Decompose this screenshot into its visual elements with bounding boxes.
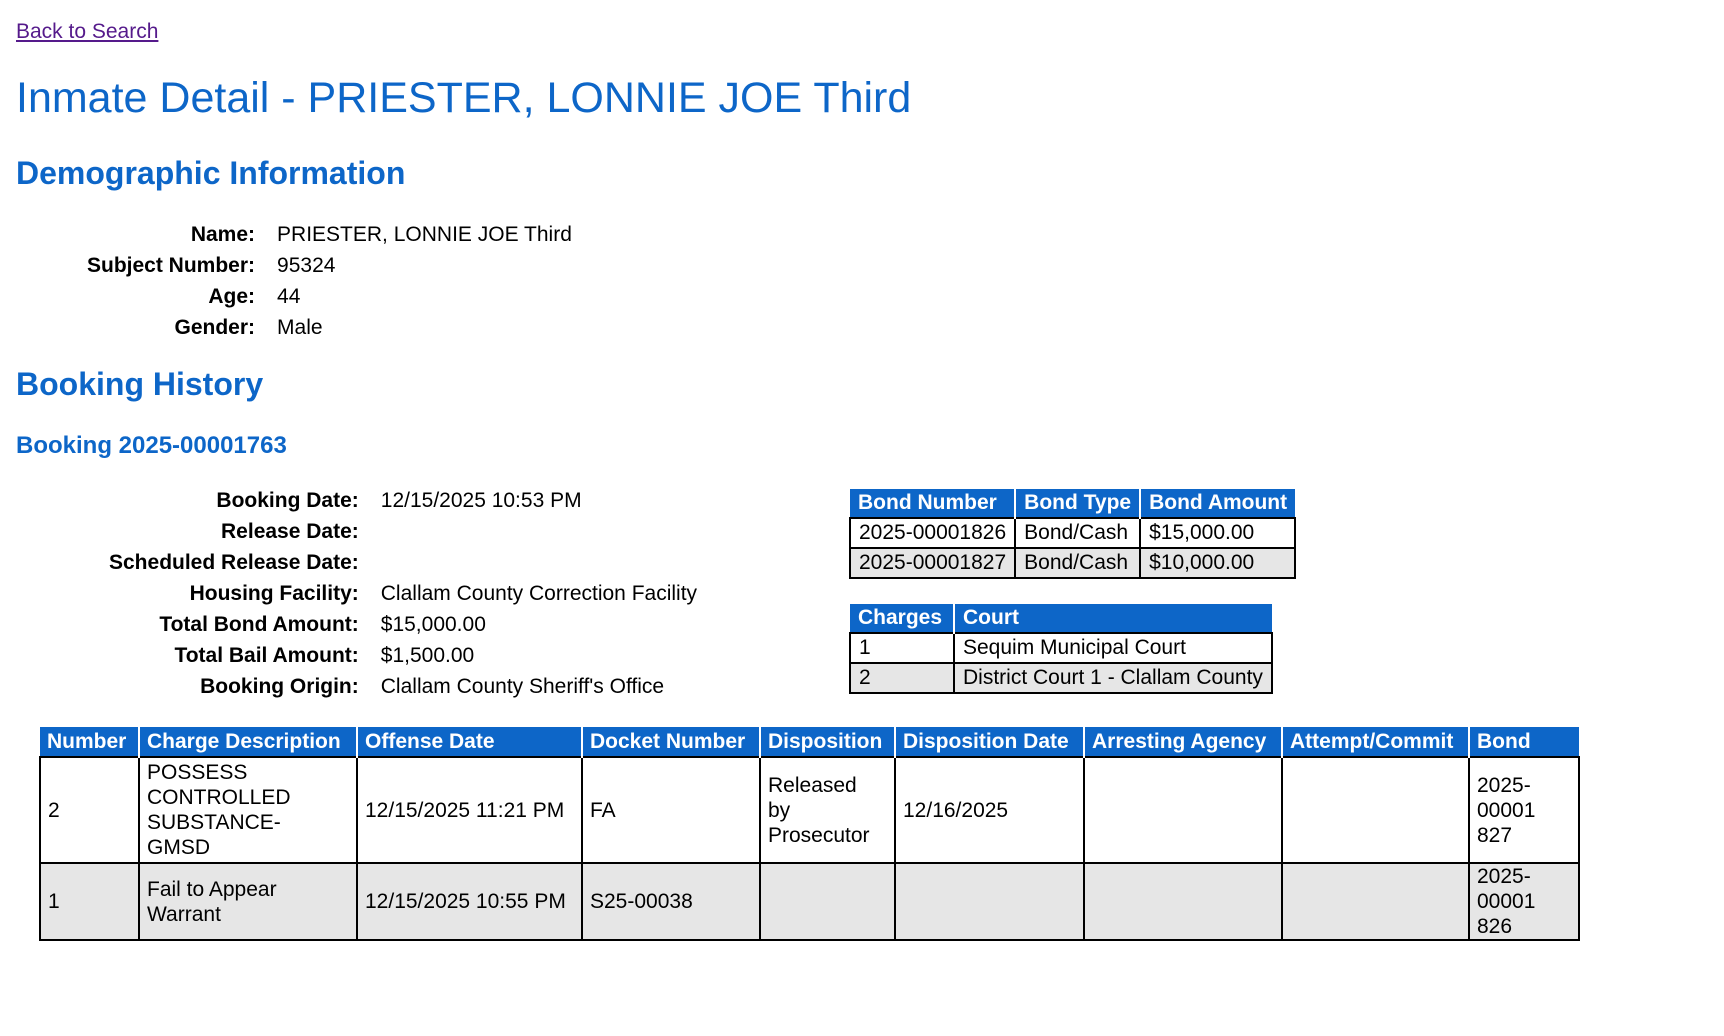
charge-description-cell	[139, 757, 357, 863]
age-label: Age:	[208, 284, 256, 308]
total-bail-amount-label: Total Bail Amount:	[174, 643, 359, 667]
total-bond-amount-label: Total Bond Amount:	[159, 612, 359, 636]
bond-amount-header: Bond Amount	[1140, 489, 1295, 518]
booking-info-table	[109, 485, 697, 702]
arresting-agency-cell	[1084, 863, 1282, 940]
disposition-cell	[760, 757, 895, 863]
bond-table	[849, 489, 1296, 579]
booking-origin-label: Booking Origin:	[200, 674, 359, 698]
disposition-date-cell	[895, 863, 1084, 940]
charge-description-cell	[139, 863, 357, 940]
total-bail-amount-value: $1,500.00	[380, 643, 475, 667]
table-row	[850, 663, 1272, 693]
charge-description-text: POSSESS CONTROLLED SUBSTANCE-GMSD	[147, 761, 291, 859]
bond-number-cell: 2025-00001826	[850, 518, 1015, 548]
page-title: Inmate Detail - PRIESTER, LONNIE JOE Third	[16, 74, 912, 122]
bond-amount-cell: $15,000.00	[1140, 518, 1295, 548]
total-bond-amount-value: $15,000.00	[380, 612, 486, 636]
court-name-cell: District Court 1 - Clallam County	[954, 663, 1272, 693]
field-row	[109, 578, 697, 609]
charge-count-cell: 2	[850, 663, 954, 693]
bond-number-header: Bond Number	[850, 489, 1015, 518]
charge-description-text: Fail to Appear Warrant	[147, 877, 277, 926]
attempt-commit-header: Attempt/Commit	[1282, 727, 1469, 757]
name-value: PRIESTER, LONNIE JOE Third	[277, 222, 572, 246]
table-header-row	[40, 727, 1579, 757]
field-row	[109, 640, 697, 671]
bond-number-cell: 2025-00001827	[850, 548, 1015, 578]
booking-origin-value: Clallam County Sheriff's Office	[380, 674, 665, 698]
disposition-date-cell: 12/16/2025	[895, 757, 1084, 863]
table-row	[850, 548, 1295, 578]
bond-cell	[1469, 863, 1579, 940]
scheduled-release-date-label: Scheduled Release Date:	[109, 550, 359, 574]
field-row	[109, 671, 697, 702]
field-row	[87, 281, 572, 312]
field-row	[109, 547, 697, 578]
field-row	[109, 516, 697, 547]
gender-label: Gender:	[174, 315, 256, 339]
offense-date-cell: 12/15/2025 10:55 PM	[357, 863, 582, 940]
court-name-cell: Sequim Municipal Court	[954, 633, 1272, 663]
housing-facility-value: Clallam County Correction Facility	[380, 581, 698, 605]
number-header: Number	[40, 727, 139, 757]
booking-history-heading: Booking History	[16, 366, 264, 402]
bond-amount-cell: $10,000.00	[1140, 548, 1295, 578]
bond-type-cell: Bond/Cash	[1015, 548, 1140, 578]
charges-header: Charges	[850, 604, 954, 633]
bond-header: Bond	[1469, 727, 1579, 757]
release-date-value	[359, 516, 697, 547]
bond-type-cell: Bond/Cash	[1015, 518, 1140, 548]
name-label: Name:	[190, 222, 256, 246]
table-row	[850, 518, 1295, 548]
arresting-agency-cell	[1084, 757, 1282, 863]
offense-date-cell: 12/15/2025 11:21 PM	[357, 757, 582, 863]
table-row	[40, 757, 1579, 863]
subject-number-label: Subject Number:	[87, 253, 256, 277]
docket-number-cell: FA	[582, 757, 760, 863]
bond-type-header: Bond Type	[1015, 489, 1140, 518]
demographic-table	[87, 219, 572, 343]
charges-table	[39, 727, 1580, 941]
table-header-row	[850, 489, 1295, 518]
field-row	[87, 250, 572, 281]
bond-text: 2025-00001827	[1477, 773, 1536, 847]
disposition-text: Released by Prosecutor	[768, 773, 870, 847]
bond-text: 2025-00001826	[1477, 865, 1536, 938]
demographic-heading: Demographic Information	[16, 155, 406, 191]
field-row	[109, 485, 697, 516]
offense-date-header: Offense Date	[357, 727, 582, 757]
disposition-cell	[760, 863, 895, 940]
booking-title: Booking 2025-00001763	[16, 432, 287, 459]
docket-number-header: Docket Number	[582, 727, 760, 757]
scheduled-release-date-value	[359, 547, 697, 578]
charge-count-cell: 1	[850, 633, 954, 663]
charge-number-cell: 2	[40, 757, 139, 863]
attempt-commit-cell	[1282, 863, 1469, 940]
court-table	[849, 604, 1273, 694]
gender-value: Male	[277, 315, 323, 339]
attempt-commit-cell	[1282, 757, 1469, 863]
age-value: 44	[277, 284, 301, 308]
release-date-label: Release Date:	[221, 519, 359, 543]
booking-date-value: 12/15/2025 10:53 PM	[380, 488, 582, 512]
charge-description-header: Charge Description	[139, 727, 357, 757]
disposition-date-header: Disposition Date	[895, 727, 1084, 757]
table-row	[40, 863, 1579, 940]
charge-number-cell: 1	[40, 863, 139, 940]
arresting-agency-header: Arresting Agency	[1084, 727, 1282, 757]
housing-facility-label: Housing Facility:	[189, 581, 359, 605]
table-row	[850, 633, 1272, 663]
disposition-header: Disposition	[760, 727, 895, 757]
table-header-row	[850, 604, 1272, 633]
court-header: Court	[954, 604, 1272, 633]
subject-number-value: 95324	[277, 253, 336, 277]
booking-date-label: Booking Date:	[216, 488, 359, 512]
bond-cell	[1469, 757, 1579, 863]
back-to-search-link[interactable]: Back to Search	[16, 20, 159, 43]
field-row	[87, 312, 572, 343]
field-row	[109, 609, 697, 640]
field-row	[87, 219, 572, 250]
docket-number-cell: S25-00038	[582, 863, 760, 940]
